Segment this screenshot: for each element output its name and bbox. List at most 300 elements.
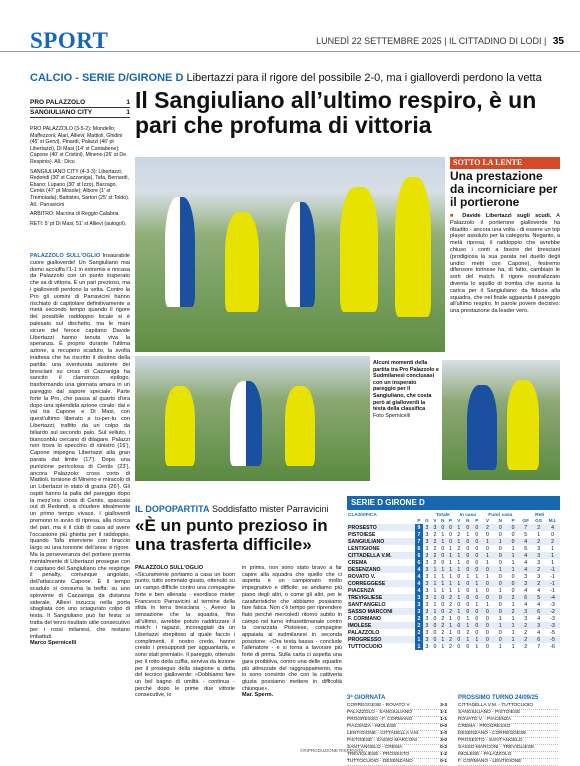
stat-cell: 1 <box>439 538 447 545</box>
stat-cell: 1 <box>545 552 560 559</box>
stat-cell: 4 <box>519 552 532 559</box>
stat-cell: 1 <box>457 559 461 566</box>
stat-cell: 1 <box>498 615 502 622</box>
match-score: 1-1 <box>440 717 447 722</box>
stat-cell: 1 <box>466 573 470 580</box>
match-name: DESENZANO - CORREGGESE <box>458 731 527 736</box>
stat-cell: 1 <box>449 615 453 622</box>
stat-cell: 1 <box>507 552 520 559</box>
stat-cell: 1 <box>433 573 437 580</box>
team-name: CREMA <box>348 559 368 566</box>
list-item <box>458 731 558 738</box>
match-score: 0-2 <box>440 745 447 750</box>
stat-cell: 1 <box>449 573 453 580</box>
match-name: PROSESTO - SANT'ANGELO <box>458 738 523 743</box>
dopo-author: Mar. Sperm. <box>242 692 274 699</box>
stat-cell: 0 <box>431 622 439 629</box>
stat-cell: 0 <box>507 524 520 531</box>
stat-cell: 0 <box>466 643 470 650</box>
stat-cell: 5 <box>532 594 545 601</box>
player-figure <box>285 386 315 466</box>
stat-cell: 0 <box>472 622 481 629</box>
stat-cell: 1 <box>439 636 447 643</box>
square-bullet-icon: ■ <box>450 213 458 219</box>
stat-cell: 2 <box>532 566 545 573</box>
match-name: CITTADELLA V.M. - TUTTOCUOIO <box>458 703 533 708</box>
stat-cell: 2 <box>519 636 532 643</box>
stat-cell: 0 <box>457 573 461 580</box>
table-row <box>347 580 560 587</box>
stat-cell: 1 <box>475 643 479 650</box>
stat-cell: 3 <box>425 531 429 538</box>
dopo-column-1 <box>135 565 235 699</box>
stat-cell: 3 <box>425 601 429 608</box>
stat-cell: 0 <box>511 573 515 580</box>
stat-cell: 4 <box>537 629 541 636</box>
stat-cell: 0 <box>439 608 447 615</box>
dopo-kicker-text: Soddisfatto mister Parravicini <box>212 504 329 514</box>
stat-cell: 4 <box>524 559 528 566</box>
stat-cell: 6 <box>519 594 532 601</box>
player-figure <box>467 385 497 470</box>
table-row <box>347 636 560 643</box>
stat-cell: 1 <box>511 559 515 566</box>
stat-cell: 0 <box>472 608 481 615</box>
list-item <box>458 752 558 759</box>
table-row <box>347 573 560 580</box>
list-item <box>458 717 558 724</box>
table-row <box>347 615 560 622</box>
stat-cell: 4 <box>537 615 541 622</box>
stat-cell: 1 <box>441 531 445 538</box>
stat-cell: 4 <box>519 538 532 545</box>
goals: RETI: 5' pt Di Masi, 51' st Allievi (autogol). <box>30 220 127 227</box>
stat-cell: 1 <box>454 552 463 559</box>
photo-caption <box>373 360 439 419</box>
stat-cell: 2 <box>532 524 545 531</box>
stat-cell: 0 <box>441 559 445 566</box>
team-name: CORREGGESE <box>347 580 415 587</box>
match-name: PIACENZA - IMOLESE <box>347 724 397 729</box>
stat-cell: 1 <box>494 538 507 545</box>
stat-cell: 2 <box>415 629 423 636</box>
match-name: TUTTOCUOIO - DESENZANO <box>347 759 413 764</box>
stat-cell: 0 <box>439 552 447 559</box>
stat-cell: 1 <box>466 615 470 622</box>
stat-cell: 1 <box>463 636 472 643</box>
stat-cell: 1 <box>551 559 555 566</box>
referee: ARBITRO: Macrina di Reggio Calabria <box>30 211 119 218</box>
list-item <box>347 759 447 766</box>
stat-cell: -2 <box>545 608 560 615</box>
score-row-away: SANGIULIANO CITY 1 <box>30 109 130 116</box>
stat-cell: -3 <box>550 601 555 608</box>
stat-cell: 1 <box>457 587 461 594</box>
stat-cell: 0 <box>498 531 502 538</box>
stat-cell: 0 <box>498 559 502 566</box>
stat-cell: 3 <box>415 601 423 608</box>
stat-cell: 1 <box>454 594 463 601</box>
list-item <box>347 731 447 738</box>
next-list <box>458 703 558 766</box>
page-number: 35 <box>552 36 564 47</box>
stat-cell: 1 <box>472 580 481 587</box>
stat-cell: 1 <box>475 587 479 594</box>
player-figure <box>225 212 259 312</box>
stat-cell: 0 <box>486 643 489 650</box>
caption-text: Alcuni momenti della partita tra Pro Palazzolo e Sudmilanesi conclusasi con un insperato pareggio per il Sangiuliano, che costa però ai gialloverdi la testa della classifica <box>373 360 439 413</box>
team-name: ROVATO V. <box>348 573 376 580</box>
match-score: 1-1 <box>440 710 447 715</box>
list-item <box>347 745 447 752</box>
stat-cell: 4 <box>537 587 541 594</box>
stat-cell: 2 <box>449 601 453 608</box>
stat-cell: 2 <box>457 545 461 552</box>
match-photo-right <box>442 360 560 480</box>
stat-cell: 5 <box>524 545 528 552</box>
stat-cell: 0 <box>457 629 461 636</box>
match-photo-left <box>135 356 370 481</box>
stat-cell: 2 <box>524 629 528 636</box>
stat-cell: 3 <box>425 573 429 580</box>
standings-col-header: V <box>457 518 461 524</box>
stat-cell: 0 <box>494 524 507 531</box>
table-row <box>347 552 560 559</box>
stat-cell: 2 <box>466 629 470 636</box>
stat-cell: 3 <box>423 524 431 531</box>
table-row <box>347 559 560 566</box>
date-line: LUNEDÌ 22 SETTEMBRE 2025 | IL CITTADINO DI LODI | 35 <box>316 36 564 47</box>
standings-table <box>347 512 560 650</box>
player-figure <box>165 197 195 307</box>
standings-col-header: M.I. <box>548 518 557 524</box>
stat-cell: 0 <box>498 573 502 580</box>
dopo-headline: «È un punto prezioso in una trasferta difficile» <box>135 516 328 554</box>
stat-cell: 3 <box>537 573 541 580</box>
stat-cell: 2 <box>415 622 423 629</box>
stat-cell: 1 <box>441 643 445 650</box>
stat-cell: 0 <box>486 587 489 594</box>
stat-cell: 2 <box>524 643 528 650</box>
stat-cell: 2 <box>545 538 560 545</box>
list-item <box>458 703 558 710</box>
stat-cell: -1 <box>545 580 560 587</box>
stat-cell: 1 <box>511 615 515 622</box>
score-box <box>30 98 130 118</box>
standings-col-header: V <box>433 518 437 524</box>
stat-cell: 4 <box>415 587 423 594</box>
stat-cell: 1 <box>454 580 463 587</box>
team-name: SASSO MARCONI <box>347 608 415 615</box>
stat-cell: 0 <box>454 636 463 643</box>
dopo-column-2 <box>242 565 342 699</box>
standings-col-header: G <box>425 518 429 524</box>
stat-cell: 3 <box>425 643 429 650</box>
lente-title: Una prestazione da incorniciare per il portierone <box>450 169 558 209</box>
stat-cell: 2 <box>532 580 545 587</box>
match-score: 1-2 <box>440 752 447 757</box>
main-article <box>30 253 130 647</box>
stat-cell: -3 <box>545 622 560 629</box>
next-title: PROSSIMO TURNO 24/09/25 <box>458 695 539 701</box>
stat-cell: 2 <box>457 531 461 538</box>
stat-cell: 1 <box>498 587 502 594</box>
match-score: 0-1 <box>440 759 447 764</box>
stat-cell: 0 <box>475 559 479 566</box>
player-figure <box>285 202 315 307</box>
stat-cell: 2 <box>447 636 455 643</box>
dopo-body-2: in primis, non sono stato bravo a far capire alla squadra che quello che ci aspetta è un campionato molto impegnativo e difficile: se andiamo più piano degli altri, o come gli altri, per le caratteristiche che abbiamo possiamo fare fatica. Non c'è tempo per riprendere fiato perché mercoledì ritorno subito in campo nel turno infrasettimanale contro la corazzata Pistoiese, compagine appaiata ai sudmilanesi in seconda posizione: «Ora testa bassa - conclude l'allenatore - e si torna a lavorare più forte di prima. Sulla carta ci aspetta una gara proibitiva, contro una delle squadre più attrezzate del raggruppamento, ma io sono convinto che con la cattiveria giusta possiamo mettere in difficoltà chiunque». <box>242 565 342 692</box>
list-item <box>347 703 447 710</box>
team-name: PALAZZOLO <box>348 629 380 636</box>
table-row <box>347 643 560 650</box>
stat-cell: -3 <box>550 615 555 622</box>
stat-cell: 0 <box>457 643 461 650</box>
stat-cell: 2 <box>431 552 439 559</box>
standings-col-header: GF <box>522 518 530 524</box>
stat-cell: -1 <box>545 566 560 573</box>
stat-cell: 2 <box>449 643 453 650</box>
stat-cell: 4 <box>415 566 423 573</box>
stat-cell: 0 <box>481 594 494 601</box>
stat-cell: 3 <box>423 622 431 629</box>
stat-cell: 1 <box>415 636 423 643</box>
stat-cell: 1 <box>507 566 520 573</box>
stat-cell: 2 <box>507 608 520 615</box>
list-item <box>347 717 447 724</box>
stat-cell: 1 <box>475 601 479 608</box>
player-figure <box>507 380 539 470</box>
stat-cell: 0 <box>486 545 489 552</box>
stat-cell: 1 <box>433 601 437 608</box>
stat-cell: 1 <box>449 545 453 552</box>
stat-cell: 0 <box>475 545 479 552</box>
stat-cell: 0 <box>494 552 507 559</box>
stat-cell: 0 <box>463 608 472 615</box>
stat-cell: 3 <box>425 545 429 552</box>
match-score: 0-0 <box>440 724 447 729</box>
stat-cell: 0 <box>507 580 520 587</box>
issue-date: LUNEDÌ 22 SETTEMBRE 2025 <box>316 36 442 46</box>
team-name: IMOLESE <box>347 622 415 629</box>
stat-cell: 1 <box>447 552 455 559</box>
stat-cell: 1 <box>475 573 479 580</box>
newspaper-name: IL CITTADINO DI LODI <box>449 36 542 46</box>
stat-cell: 4 <box>415 580 423 587</box>
match-score: 3-0 <box>440 738 447 743</box>
stat-cell: 0 <box>466 601 470 608</box>
stat-cell: 6 <box>415 559 423 566</box>
table-row <box>347 601 560 608</box>
match-photo-main <box>135 157 445 352</box>
stat-cell: 0 <box>466 559 470 566</box>
standings-col-header: V <box>485 518 490 524</box>
player-figure <box>230 381 262 466</box>
table-row <box>347 622 560 629</box>
stat-cell: 1 <box>551 545 555 552</box>
lente-body: A Palazzolo il portierone gialloverde ha ribadito - ancora una volta - di essere un top player assoluto per la categoria. Neganto, a metà ripresa, il raddoppio che avrebbe chiuso i conti a favore dei bresciani (prodigiosa la sua parata nel duello degli undici metri con Capone), festremo difensore torinese ha, di fatto, cambiato le sorti del match. Il rigore neutralizzato diventa lo squillo di tromba che suona la carica per il Sangiuliano: da fiducia alla squadra, che nel finale aggaunta il pareggio all'ultimo respiro. In parole povere decisivo: una prestazione da leader vero. <box>450 213 560 315</box>
stat-cell: 7 <box>415 538 423 545</box>
stat-cell: 1 <box>454 566 463 573</box>
stat-cell: 2 <box>433 559 437 566</box>
stat-cell: 2 <box>433 531 437 538</box>
stat-cell: 1 <box>449 559 453 566</box>
list-item <box>458 745 558 752</box>
list-item <box>347 710 447 717</box>
match-name: CREMA - PROGRESSO <box>458 724 511 729</box>
photo-credit: Foto Spernicelli <box>373 412 411 419</box>
stat-cell: 0 <box>457 615 461 622</box>
list-item <box>458 759 558 766</box>
stat-cell: 0 <box>486 629 489 636</box>
stat-cell: 1 <box>431 594 439 601</box>
stat-cell: 2 <box>431 538 439 545</box>
team-name: DESENZANO <box>347 566 415 573</box>
stat-cell: 0 <box>475 629 479 636</box>
match-name: CORREGGESE - ROVATO V. <box>347 703 411 708</box>
stat-cell: 1 <box>498 643 502 650</box>
stat-cell: 4 <box>415 573 423 580</box>
table-row <box>347 594 560 601</box>
stat-cell: 1 <box>507 636 520 643</box>
main-article-body: Insaurabile cuore gialloverde! Un Sangiuliano mai domo acciuffa l'1-1 in extremis e rincasa da Palazzolo con un punto insperato che sa di vittoria. È un pari prezioso, ma i gialloverdi perdono la vetta. Contro la Pro gli uomini di Parravicini hanno rischiato di capitolare definitivamente a metà secondo tempo quando il rigore del possibile raddoppio locale si è palesato sul dischetto, ma le mani sicure del feroce capitano Davide Libertazzi hanno tenuta viva la speranza. È proprio durante l'ultima azione, a recupero scaduto, la svolta inattesa che ha riscritto il destino della partita: una sventurata autorete dei bresciani su cross di Cazzaniga ha sancito il clamoroso epilogo, trasformando una giornata amara in un pareggio dal sapore speciale. Parte forte la Pro, che passa al quarto d'ora dopo una splendida azione corale: dai e vai tra Capone e Di Masi, con quest'ultimo liberato a tu-per-tu con Libertazzi, trafitto da un colpo da biliardo sul secondo palo. Sul velluto, i bianconblu cercano di dilagare. Palazzi non trova lo specchio di sinistro (16'), Capone impegna Libertazzi alla gran parata dal limite (17'). Dopo una punizione pericolosa di Centis (23'), ancora Palazzolo: cross corto di Mattioli, torsione di Mineno e miracolo di un Libertazzi in stato di grazia (26'). Gli ospiti hanno la palla del pareggio dopo la mezz'ora: cross di Centis, spaccata out di Redondi, a chiudere idealmente un primo tempo vivace. I gialloverdi premono in avvio di ripresa, alla ricerca del pari, ma è il club di casa ad avere l'occasione più ghiotta per il raddoppio, quando Tafa interviene con braccio largo su una torsione dell'area: è rigore. Ma la perseveranza del portiere premia mentalmente di Libertazzi prosegue con il capitano del Sangiuliano che respinge il penalty, comunque angolato, dell'attaccante Capone. È il tempo scaduto si consuma la beffa: su uno spiovente di Cazzaniga da distanza siderale, Allievi inzucca nella porta sbagliata con uno sciagurato colpo di testa. Il Sangiuliano può far festa: si tratta del terzo risultato utile consecutivo per i rossi milanesi, che restano imbattuti. <box>30 253 130 640</box>
stat-cell: 0 <box>441 601 445 608</box>
team-name: F. CORMANO <box>348 615 381 622</box>
stat-cell: 2 <box>447 594 455 601</box>
stat-cell: 7 <box>537 643 541 650</box>
team-name: PIACENZA <box>348 587 375 594</box>
stat-cell: 0 <box>486 531 489 538</box>
stat-cell: 1 <box>454 538 463 545</box>
stat-cell: 6 <box>532 608 545 615</box>
stat-cell: 3 <box>524 615 528 622</box>
stat-cell: 0 <box>463 538 472 545</box>
stat-cell: 1 <box>486 601 489 608</box>
stat-cell: 1 <box>449 587 453 594</box>
list-item <box>347 752 447 759</box>
stat-cell: 3 <box>415 608 423 615</box>
stat-cell: 7 <box>519 524 532 531</box>
match-name: TREVIGLIESE - PROSESTO <box>347 752 410 757</box>
team-name: SANGIULIANO <box>347 538 415 545</box>
table-row <box>347 608 560 615</box>
match-name: PROGRESSO - F. CORMANO <box>347 717 413 722</box>
player-figure <box>340 187 378 312</box>
match-name: SANGIULIANO - PISTOIESE <box>458 710 521 715</box>
table-row <box>347 587 560 594</box>
standings-col-header: P <box>511 518 515 524</box>
section-title: SPORT <box>30 28 109 53</box>
dopo-body-1: «Sicuramente portiamo a casa un buon punto, tutto sommato giusto, ottenuto su un campo difficile contro una compagine forte e ben allenata - esordisce mister Francesco Parravicini al termine della sfida in terra bresciana -. Avevo la sensazione che la squadra, fino all'ultimo, avrebbe potuto raddrizzare il match: i ragazzi, incoraggiati da un Libertazzi strepitoso al quale faccio i complimenti, il nostro credo, hanno creato i presupposti per agguantarla, e sono stati premiati». Il pareggio, ottenuto per il rotto della cuffia, serviva da lezione per il prosieguo della stagione a detta del tecnico gialloverde: «Dobbiamo fare un bel bagno di umiltà - continua - perché dopo le prime due vittorie consecutive, io <box>135 571 235 699</box>
stat-cell: 3 <box>423 636 431 643</box>
lente-lead: Davide Libertazzi sugli scudi. <box>462 213 552 219</box>
stat-cell: 6 <box>415 545 423 552</box>
stat-cell: 0 <box>498 629 502 636</box>
stat-cell: 1 <box>507 622 520 629</box>
match-name: ROVATO V. - PIACENZA <box>458 717 512 722</box>
match-name: SANT'ANGELO - CREMA <box>347 745 403 750</box>
team-name: PISTOIESE <box>348 531 376 538</box>
lente-article <box>450 213 560 315</box>
stat-cell: 1 <box>494 622 507 629</box>
stat-cell: 7 <box>415 531 423 538</box>
standings-col-header: P <box>475 518 479 524</box>
match-name: F. CORMANO - LENTIGIONE <box>458 759 522 764</box>
stat-cell: 0 <box>551 531 555 538</box>
stat-cell: 2 <box>532 538 545 545</box>
stat-cell: 1 <box>447 580 455 587</box>
stat-cell: 0 <box>466 587 470 594</box>
stat-cell: 0 <box>472 566 481 573</box>
list-item <box>458 710 558 717</box>
stat-cell: 9 <box>415 524 423 531</box>
stat-cell: 3 <box>519 608 532 615</box>
table-row <box>347 545 560 552</box>
stat-cell: 0 <box>447 524 455 531</box>
copyright-note: ©RIPRODUZIONE RISERVATA <box>300 748 364 753</box>
stat-cell: 4 <box>524 587 528 594</box>
standings-col-header: P <box>448 518 453 524</box>
table-row <box>347 538 560 545</box>
stat-cell: 1 <box>454 524 463 531</box>
stat-cell: 3 <box>423 538 431 545</box>
stat-cell: 3 <box>425 559 429 566</box>
main-article-author: Marco Spernicelli <box>30 640 77 647</box>
team-name: SANT'ANGELO <box>348 601 386 608</box>
stat-cell: 0 <box>481 580 494 587</box>
stat-cell: 1 <box>449 629 453 636</box>
stat-cell: 3 <box>423 566 431 573</box>
stat-cell: 4 <box>524 601 528 608</box>
stat-cell: 1 <box>439 566 447 573</box>
stat-cell: 0 <box>472 552 481 559</box>
stat-cell: 0 <box>447 538 455 545</box>
stat-cell: -5 <box>545 636 560 643</box>
team-name: TUTTOCUOIO <box>348 643 383 650</box>
team-name: PROSESTO <box>347 524 415 531</box>
stat-cell: 1 <box>466 531 470 538</box>
match-score: 1-0 <box>440 731 447 736</box>
stat-cell: 3 <box>537 545 541 552</box>
stat-cell: 3 <box>423 594 431 601</box>
lineup-away: SANGIULIANO CITY (4-3-3): Libertazzi; Redondi (30' st Cazzaniga), Tafa, Bernardi, Ebano; Lupano (30' st Izzo), Barzago, Centis (47' pt Mosole); Albore (1' st Tremolada), Battistini, Sartori (25' st Toldo). All.: Parravicini <box>30 168 130 208</box>
lineup-home: PRO PALAZZOLO (3-5-2): Mondello; Maffezzoni, Alari, Allievi; Mattioli, Ghidini (45' st Gervi), Pinardi, Palazzi (46' pt Libertazzi), Di Masi (14' st Cantabene); Capone (40' st Cristini), Mineno (26' st De Respinis). All.: Dicu <box>30 126 126 165</box>
stat-cell: 2 <box>439 622 447 629</box>
stat-cell: 3 <box>415 594 423 601</box>
stat-cell: 1 <box>511 629 515 636</box>
stat-cell: 0 <box>498 601 502 608</box>
stat-cell: 6 <box>415 552 423 559</box>
stat-cell: 3 <box>425 615 429 622</box>
match-name: LENTIGIONE - CITTADELLA V.M. <box>347 731 420 736</box>
stat-cell: 2 <box>519 622 532 629</box>
stat-cell: 0 <box>475 531 479 538</box>
stat-cell: -1 <box>550 573 555 580</box>
stat-cell: 3 <box>423 580 431 587</box>
stat-cell: 1 <box>537 531 541 538</box>
match-name: IMOLESE - PALAZZOLO <box>458 752 512 757</box>
stat-cell: 0 <box>463 524 472 531</box>
stat-cell: 4 <box>519 566 532 573</box>
stat-cell: 2 <box>433 545 437 552</box>
dateline: PALAZZOLO SULL'OGLIO <box>30 253 101 259</box>
stat-cell: 0 <box>454 622 463 629</box>
stat-cell: 1 <box>447 622 455 629</box>
list-item <box>347 738 447 745</box>
stat-cell: 0 <box>441 545 445 552</box>
stat-cell: 0 <box>463 566 472 573</box>
stat-cell: 2 <box>481 524 494 531</box>
